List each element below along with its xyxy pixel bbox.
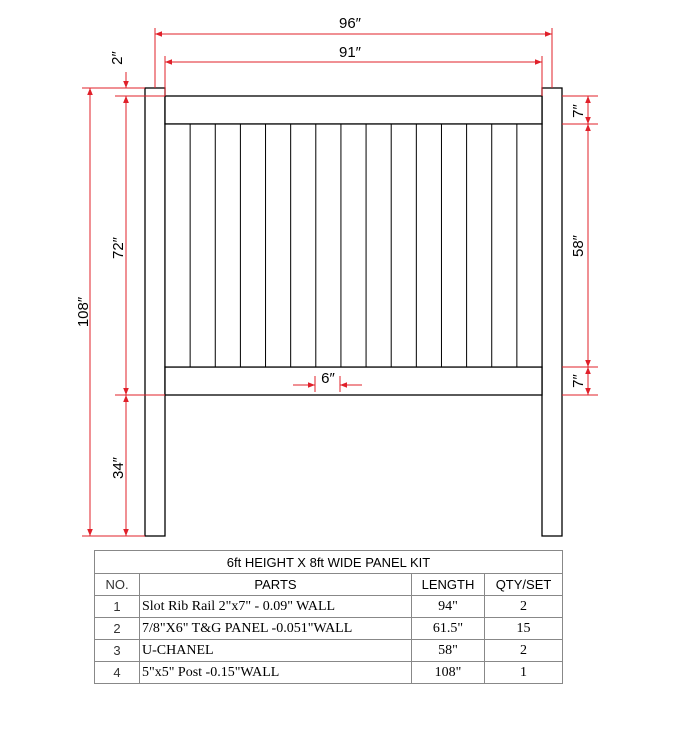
dim-label-total-height: 108″ (75, 296, 92, 328)
row-no: 3 (95, 640, 140, 662)
row-length: 108" (412, 662, 485, 684)
header-parts: PARTS (140, 574, 412, 596)
row-length: 58" (412, 640, 485, 662)
row-qty: 15 (485, 618, 563, 640)
dim-label-above-ground: 72″ (110, 237, 127, 259)
row-no: 2 (95, 618, 140, 640)
panel-kit-table (94, 550, 563, 684)
row-part: 5"x5" Post -0.15"WALL (140, 662, 412, 684)
top-rail (165, 96, 542, 124)
row-length: 94" (412, 596, 485, 618)
row-length: 61.5" (412, 618, 485, 640)
bottom-rail (165, 367, 542, 395)
row-qty: 2 (485, 640, 563, 662)
dim-label-below-ground: 34″ (110, 457, 127, 479)
header-qty: QTY/SET (485, 574, 563, 596)
right-post (542, 88, 562, 536)
dim-label-picket-width: 6″ (321, 370, 335, 387)
row-part: Slot Rib Rail 2"x7" - 0.09" WALL (140, 596, 412, 618)
picket-panel (165, 124, 542, 367)
table-row (95, 596, 563, 618)
table-header-row (95, 574, 563, 596)
row-no: 4 (95, 662, 140, 684)
header-no: NO. (95, 574, 140, 596)
row-qty: 2 (485, 596, 563, 618)
row-qty: 1 (485, 662, 563, 684)
table-row (95, 662, 563, 684)
row-part: U-CHANEL (140, 640, 412, 662)
row-part: 7/8"X6" T&G PANEL -0.051"WALL (140, 618, 412, 640)
table-title: 6ft HEIGHT X 8ft WIDE PANEL KIT (95, 551, 563, 574)
dim-label-panel-width: 91″ (339, 44, 361, 61)
left-post (145, 88, 165, 536)
table-row (95, 640, 563, 662)
row-no: 1 (95, 596, 140, 618)
dim-label-top-gap: 2″ (109, 51, 126, 65)
dim-label-bottom-rail: 7″ (570, 374, 587, 388)
dim-label-overall-width: 96″ (339, 15, 361, 32)
header-length: LENGTH (412, 574, 485, 596)
table-row (95, 618, 563, 640)
dim-label-picket-height: 58″ (570, 235, 587, 257)
dim-label-top-rail: 7″ (570, 104, 587, 118)
